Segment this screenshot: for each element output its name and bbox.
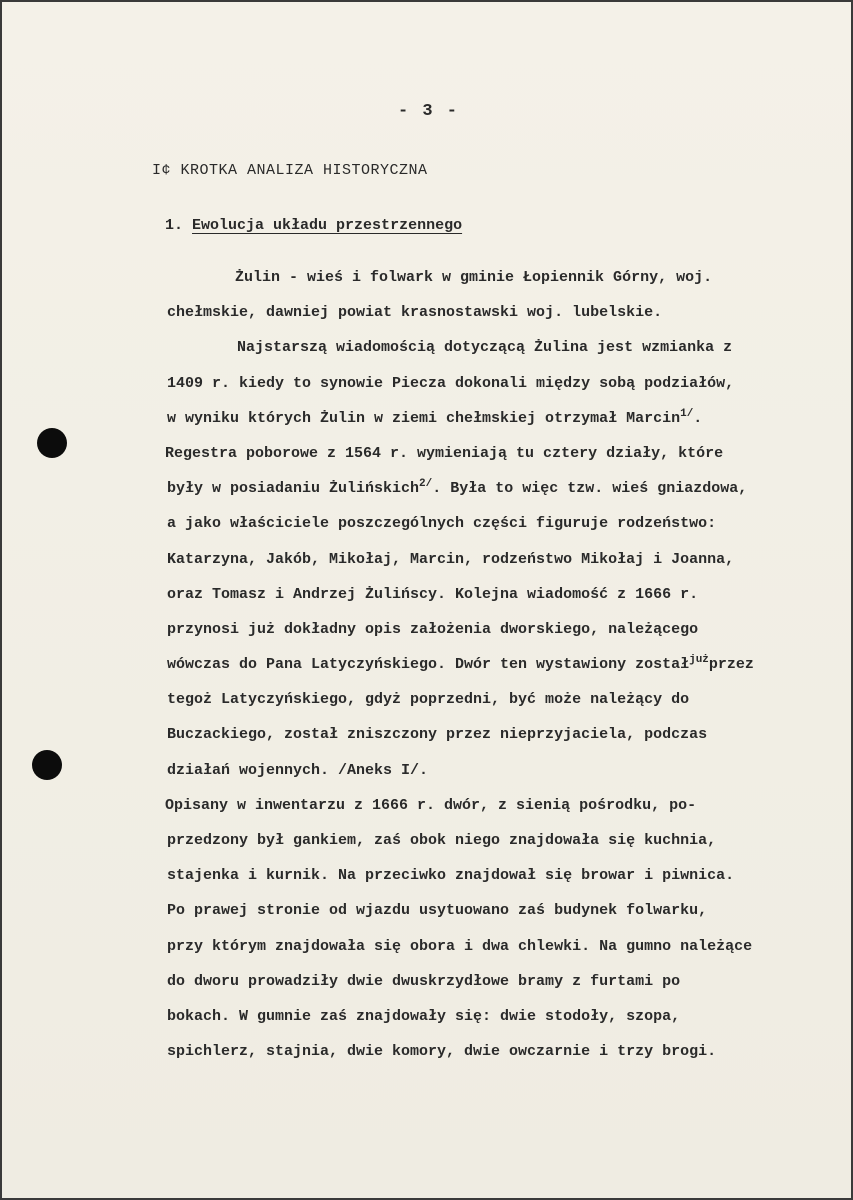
text-line: Katarzyna, Jakób, Mikołaj, Marcin, rodzeństwo Mikołaj i Joanna, bbox=[167, 550, 735, 568]
text-line-content: w wyniku których Żulin w ziemi chełmskiej otrzymał Marcin bbox=[167, 409, 681, 427]
text-line: chełmskie, dawniej powiat krasnostawski woj. lubelskie. bbox=[167, 304, 663, 322]
footnote-ref: 1/ bbox=[680, 407, 694, 420]
text-line-content: przez bbox=[708, 656, 754, 674]
text-line: tegoż Latyczyńskiego, gdyż poprzedni, być może należący do bbox=[167, 691, 690, 709]
text-line: Najstarszą wiadomością dotyczącą Żulina jest wzmianka z bbox=[237, 339, 733, 357]
text-line: przynosi już dokładny opis założenia dworskiego, należącego bbox=[167, 620, 699, 638]
text-line: stajenka i kurnik. Na przeciwko znajdował się browar i piwnica. bbox=[167, 867, 735, 885]
text-line: działań wojennych. /Aneks I/. bbox=[167, 761, 429, 779]
section-number: 1. bbox=[165, 217, 184, 234]
text-line: przedzony był gankiem, zaś obok niego znajdowała się kuchnia, bbox=[167, 832, 717, 849]
body-text bbox=[167, 260, 847, 1069]
text-line-content: wówczas do Pana Latyczyńskiego. Dwór ten wystawiony został bbox=[167, 656, 690, 674]
text-line: spichlerz, stajnia, dwie komory, dwie owczarnie i trzy brogi. bbox=[167, 1043, 717, 1061]
text-line: Po prawej stronie od wjazdu usytuowano zaś budynek folwarku, bbox=[167, 902, 708, 920]
text-line: Regestra poborowe z 1564 r. wymieniają tu cztery działy, które bbox=[165, 444, 724, 462]
section-heading bbox=[165, 217, 462, 234]
text-line: przy którym znajdowała się obora i dwa chlewki. Na gumno należące bbox=[167, 937, 753, 955]
page-number: - 3 - bbox=[397, 102, 459, 121]
text-line: Żulin - wieś i folwark w gminie Łopiennik Górny, woj. bbox=[235, 269, 713, 286]
chapter-heading: I¢ KROTKA ANALIZA HISTORYCZNA bbox=[152, 162, 428, 179]
text-line: do dworu prowadziły dwie dwuskrzydłowe bramy z furtami po bbox=[167, 972, 681, 990]
text-line-content: były w posiadaniu Żulińskich bbox=[167, 480, 420, 498]
text-line: Buczackiego, został zniszczony przez nieprzyjaciela, podczas bbox=[167, 726, 708, 744]
text-line bbox=[167, 471, 847, 506]
text-line: a jako właściciele poszczególnych części figuruje rodzeństwo: bbox=[167, 515, 717, 533]
section-title: Ewolucja układu przestrzennego bbox=[192, 217, 463, 234]
footnote-ref: 2/ bbox=[419, 478, 433, 491]
text-line: w wyniku których Żulin w ziemi chełmskiej otrzymał Marcin$^{1/}$. bbox=[167, 407, 703, 427]
text-line bbox=[167, 647, 847, 682]
text-line: oraz Tomasz i Andrzej Żulińscy. Kolejna wiadomość z 1666 r. bbox=[167, 585, 699, 603]
text-line: Opisany w inwentarzu z 1666 r. dwór, z sienią pośrodku, po- bbox=[165, 796, 697, 814]
handwritten-insert: już bbox=[689, 654, 709, 667]
text-line: 1409 r. kiedy to synowie Piecza dokonali między sobą podziałów, bbox=[167, 374, 735, 392]
text-line: bokach. W gumnie zaś znajdowały się: dwie stodoły, szopa, bbox=[167, 1007, 681, 1025]
text-line-content: . Była to więc tzw. wieś gniazdowa, bbox=[432, 480, 748, 498]
punch-hole-bottom bbox=[32, 750, 62, 780]
punch-hole-top bbox=[37, 428, 67, 458]
